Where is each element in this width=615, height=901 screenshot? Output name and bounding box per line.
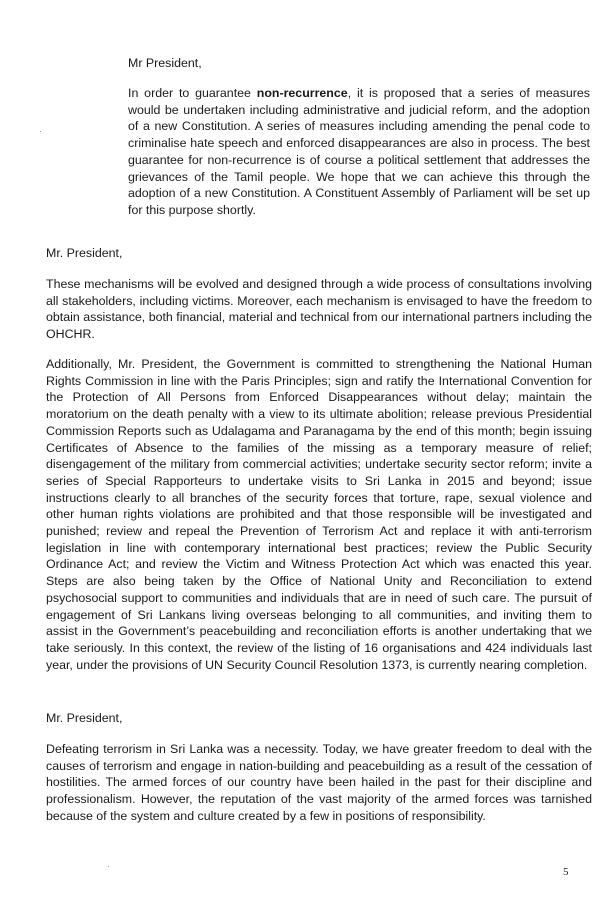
paragraph-2-text: These mechanisms will be evolved and designed through a wide process of consultations involving all stakeholders, including victims. Moreover, each mechanism is envisaged to have the freedom to obtain assistance, both financial, material and technical from our international partners including the OHCHR. <box>46 277 592 342</box>
paragraph-4-text: Defeating terrorism in Sri Lanka was a necessity. Today, we have greater freedom to deal with the causes of terrorism and engage in nation-building and peacebuilding as a result of the cessation of hostilities. The armed forces of our country have been hailed in the past for their discipline and professionalism. However, the reputation of the vast majority of the armed forces was tarnished because of the system and culture created by a few in positions of responsibility. <box>46 742 592 823</box>
scan-speck <box>40 131 41 132</box>
salutation-3: Mr. President, <box>46 711 123 725</box>
paragraph-3-text: Additionally, Mr. President, the Government is committed to strengthening the National Human Rights Commission in line with the Paris Principles; sign and ratify the International Convention for the Protection of All Persons from Enforced Disappearances without delay; maintain the moratorium on the death penalty with a view to its ultimate abolition; release previous Presidential Commission Reports such as Udalagama and Paranagama by the end of this month; begin issuing Certificates of Absence to the families of the missing as a temporary measure of relief; disengagement of the military from commercial activities; undertake security sector reform; invite a series of Special Rapporteurs to undertake visits to Sri Lanka in 2015 and beyond; issue instructions clearly to all branches of the security forces that torture, rape, sexual violence and other human rights violations are prohibited and that those responsible will be investigated and punished; review and repeal the Prevention of Terrorism Act and replace it with anti-terrorism legislation in line with contemporary international best practices; review the Public Security Ordinance Act; and review the Victim and Witness Protection Act which was enacted this year. Steps are also being taken by the Office of National Unity and Reconciliation to extend psychosocial support to communities and individuals that are in need of such care. The pursuit of engagement of Sri Lankans living overseas belonging to all communities, and inviting them to assist in the Government’s peacebuilding and reconciliation efforts is another undertaking that we take seriously. In this context, the review of the listing of 16 organisations and 424 individuals last year, under the provisions of UN Security Council Resolution 1373, is currently nearing completion. <box>46 357 592 672</box>
non-recurrence-emphasis: non-recurrence <box>256 86 348 100</box>
paragraph-commitments <box>46 356 592 673</box>
paragraph-1-text <box>128 85 590 219</box>
paragraph-mechanisms <box>46 276 592 343</box>
salutation-2: Mr. President, <box>46 246 123 260</box>
scan-speck <box>108 866 109 867</box>
paragraph-terrorism <box>46 741 592 825</box>
paragraph-non-recurrence <box>128 85 590 219</box>
page-number: 5 <box>563 866 569 878</box>
paragraph-1-lead: In order to guarantee <box>128 86 257 100</box>
salutation-1: Mr President, <box>128 56 202 70</box>
paragraph-1-body: , it is proposed that a series of measures would be undertaken including administrative and judicial reform, and the adoption of a new Constitution. A series of measures including amending the penal code to criminalise hate speech and enforced disappearances are also in process. The best guarantee for non-recurrence is of course a political settlement that addresses the grievances of the Tamil people. We hope that we can achieve this through the adoption of a new Constitution. A Constituent Assembly of Parliament will be set up for this purpose shortly. <box>128 86 590 217</box>
